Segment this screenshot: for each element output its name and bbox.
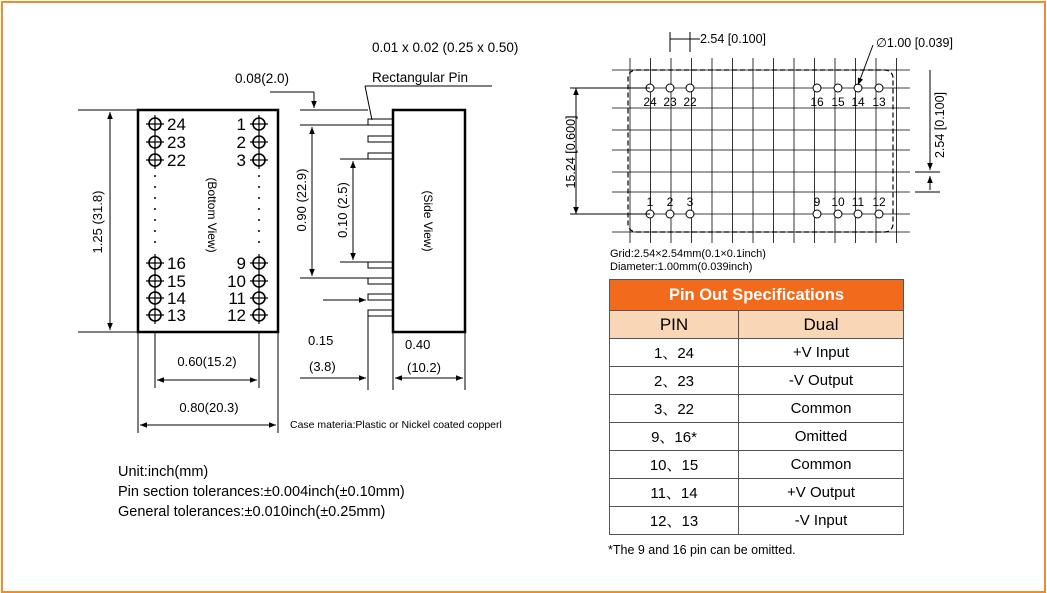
func-cell: +V Output [739,479,904,507]
footprint-pin-label: 24 [643,95,657,109]
footprint-hole [834,210,842,218]
right-pin-label: 11 [228,289,246,308]
footprint-hole [834,84,842,92]
hole-diameter-label: ∅1.00 [0.039] [876,36,953,50]
footprint-pin-label: 11 [851,195,865,209]
right-pin-label: 1 [236,115,246,134]
func-cell: +V Input [739,339,904,367]
side-view [270,86,492,390]
standoff-inch-label: 0.15 [308,333,334,348]
unit-note: Unit:inch(mm) [118,464,209,480]
right-pin-label: 12 [227,306,246,325]
left-pin-label: 16 [167,254,186,273]
pin-cell: 3、22 [610,395,739,423]
tolerance-notes [118,462,405,522]
pin-cell: 2、23 [610,367,739,395]
footprint-pin-label: 10 [831,195,845,209]
func-cell: -V Output [739,367,904,395]
footprint-hole [854,210,862,218]
footprint-pin-label: 22 [683,95,697,109]
depth-inch-label: 0.40 [405,337,431,352]
right-pin-label: 2 [236,133,246,152]
footprint-pin-label: 2 [666,195,674,209]
pin-span-label: 0.90 (22.9) [294,168,309,232]
right-pin-label: 10 [227,272,246,291]
left-pin-label: 14 [167,289,186,308]
footprint-pin-label: 23 [663,95,677,109]
table-row [610,451,904,479]
bottom-view-label: (Bottom View) [205,177,219,253]
col-dual-header: Dual [739,311,904,339]
row-span-label: 0.60(15.2) [177,354,237,369]
table-row [610,339,904,367]
left-pin-label: 22 [167,151,186,170]
footprint-hole [875,84,883,92]
footprint-hole [666,84,674,92]
pin-length-label: 0.10 (2.5) [335,182,350,238]
pin-tolerance-note: Pin section tolerances:±0.004inch(±0.10mm) [118,484,405,500]
pin-cell: 1、24 [610,339,739,367]
table-row [610,367,904,395]
grid-notes [610,248,766,274]
case-material-note: Case materia:Plastic or Nickel coated copperl [290,419,502,431]
grid-pitch-label: 2.54 [0.100] [700,32,767,46]
left-pin-label: 13 [167,306,186,325]
footprint-hole [813,84,821,92]
general-tolerance-note: General tolerances:±0.010inch(±0.25mm) [118,504,386,520]
right-pin-label: 9 [236,254,246,273]
rect-pin-label: Rectangular Pin [372,70,469,85]
pin-offset-label: 0.08(2.0) [235,71,290,86]
footprint-hole [813,210,821,218]
pin-cell: 10、15 [610,451,739,479]
right-pin-label: 3 [236,151,246,170]
footprint-hole [854,84,862,92]
footprint-pin-label: 15 [831,95,845,109]
footprint-hole [875,210,883,218]
depth-mm-label: (10.2) [407,360,441,375]
grid-note: Grid:2.54×2.54mm(0.1×0.1inch) [610,248,766,260]
grid-right-label: 2.54 [0.100] [933,91,947,159]
left-pin-label: 23 [167,133,186,152]
func-cell: Common [739,395,904,423]
footprint-hole [686,210,694,218]
height-dim-label: 1.25 (31.8) [90,190,105,254]
func-cell: Omitted [739,423,904,451]
table-row [610,423,904,451]
table-row [610,507,904,535]
table-row [610,479,904,507]
left-pin-label: 24 [167,115,186,134]
func-cell: Common [739,451,904,479]
footprint-pin-label: 14 [851,95,865,109]
pin-cell: 9、16* [610,423,739,451]
grid-height-label: 15.24 [0.600] [564,115,578,189]
col-pin-header: PIN [610,311,739,339]
bottom-view [78,110,278,433]
pin-cell: 12、13 [610,507,739,535]
footprint-pin-label: 3 [686,195,694,209]
grid-footprint [570,32,940,243]
footnote: *The 9 and 16 pin can be omitted. [608,543,796,557]
func-cell: -V Input [739,507,904,535]
footprint-hole [666,210,674,218]
table-title: Pin Out Specifications [610,280,904,311]
footprint-pin-label: 12 [872,195,886,209]
footprint-hole [686,84,694,92]
footprint-pin-label: 9 [813,195,821,209]
left-pin-label: 15 [167,272,186,291]
width-label: 0.80(20.3) [179,400,239,415]
side-view-label: (Side View) [421,190,435,252]
table-row [610,395,904,423]
diameter-note: Diameter:1.00mm(0.039inch) [610,261,753,273]
standoff-mm-label: (3.8) [309,359,336,374]
pin-out-table [609,279,904,535]
footprint-pin-label: 1 [646,195,654,209]
pin-cell: 11、14 [610,479,739,507]
pin-section-label: 0.01 x 0.02 (0.25 x 0.50) [372,40,519,55]
footprint-pin-label: 13 [872,95,886,109]
footprint-pin-label: 16 [810,95,824,109]
